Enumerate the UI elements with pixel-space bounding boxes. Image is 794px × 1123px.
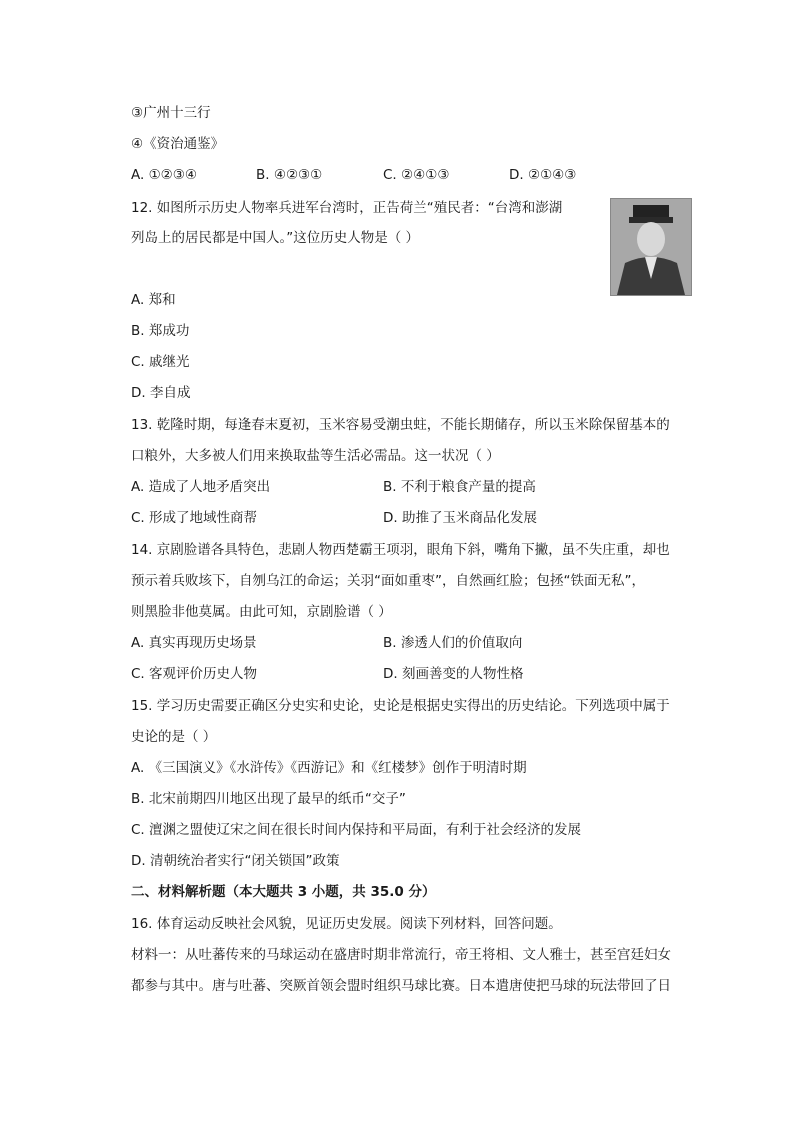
q15-stem-line1: 15. 学习历史需要正确区分史实和史论，史论是根据史实得出的历史结论。下列选项中属于 <box>131 698 670 714</box>
q12-option-b: B. 郑成功 <box>131 323 190 339</box>
q13-option-a: A. 造成了人地矛盾突出 <box>131 479 271 495</box>
q11-option-b: B. ④②③① <box>256 167 323 183</box>
q14-stem-line1: 14. 京剧脸谱各具特色，悲剧人物西楚霸王项羽，眼角下斜，嘴角下撇，虽不失庄重，却也 <box>131 542 670 558</box>
q15-option-c: C. 澶渊之盟使辽宋之间在很长时间内保持和平局面，有利于社会经济的发展 <box>131 822 582 838</box>
q14-option-c: C. 客观评价历史人物 <box>131 666 258 682</box>
q12-option-a: A. 郑和 <box>131 292 176 308</box>
q11-option-a: A. ①②③④ <box>131 167 197 183</box>
q13-stem-line2: 口粮外，大多被人们用来换取盐等生活必需品。这一状况（ ） <box>131 448 500 464</box>
q13-option-b: B. 不利于粮食产量的提高 <box>383 479 536 495</box>
q14-stem-line3: 则黑脸非他莫属。由此可知，京剧脸谱（ ） <box>131 604 392 620</box>
q15-option-a: A. 《三国演义》《水浒传》《西游记》和《红楼梦》创作于明清时期 <box>131 760 527 776</box>
q13-stem-line1: 13. 乾隆时期，每逢春末夏初，玉米容易受潮虫蛀，不能长期储存，所以玉米除保留基本的 <box>131 417 670 433</box>
q16-stem-line1: 16. 体育运动反映社会风貌，见证历史发展。阅读下列材料，回答问题。 <box>131 916 562 932</box>
q13-option-d: D. 助推了玉米商品化发展 <box>383 510 537 526</box>
q11-option-d: D. ②①④③ <box>509 167 577 183</box>
q14-option-a: A. 真实再现历史场景 <box>131 635 257 651</box>
q13-option-c: C. 形成了地域性商帮 <box>131 510 258 526</box>
q12-option-c: C. 戚继光 <box>131 354 190 370</box>
q12-stem-line1: 12. 如图所示历史人物率兵进军台湾时，正告荷兰“殖民者：“台湾和澎湖 <box>131 200 563 216</box>
q11-item-4: ④《资治通鉴》 <box>131 136 225 152</box>
section-2-title: 二、材料解析题（本大题共 3 小题，共 35.0 分） <box>131 884 436 900</box>
q14-stem-line2: 预示着兵败垓下，自刎乌江的命运；关羽“面如重枣”，自然画红脸；包拯“铁面无私”， <box>131 573 645 589</box>
q11-option-c: C. ②④①③ <box>383 167 450 183</box>
q14-option-d: D. 刻画善变的人物性格 <box>383 666 524 682</box>
q12-stem-line2: 列岛上的居民都是中国人。”这位历史人物是（ ） <box>131 230 420 246</box>
historical-figure-portrait <box>610 198 692 296</box>
q15-stem-line2: 史论的是（ ） <box>131 729 217 745</box>
q16-material-line1: 材料一：从吐蕃传来的马球运动在盛唐时期非常流行，帝王将相、文人雅士，甚至宫廷妇女 <box>131 947 671 963</box>
q12-option-d: D. 李自成 <box>131 385 191 401</box>
q14-option-b: B. 渗透人们的价值取向 <box>383 635 523 651</box>
q15-option-d: D. 清朝统治者实行“闭关锁国”政策 <box>131 853 340 869</box>
portrait-illustration <box>611 199 691 295</box>
q11-item-3: ③广州十三行 <box>131 105 211 121</box>
q16-material-line2: 都参与其中。唐与吐蕃、突厥首领会盟时组织马球比赛。日本遣唐使把马球的玩法带回了日 <box>131 978 671 994</box>
q15-option-b: B. 北宋前期四川地区出现了最早的纸币“交子” <box>131 791 406 807</box>
